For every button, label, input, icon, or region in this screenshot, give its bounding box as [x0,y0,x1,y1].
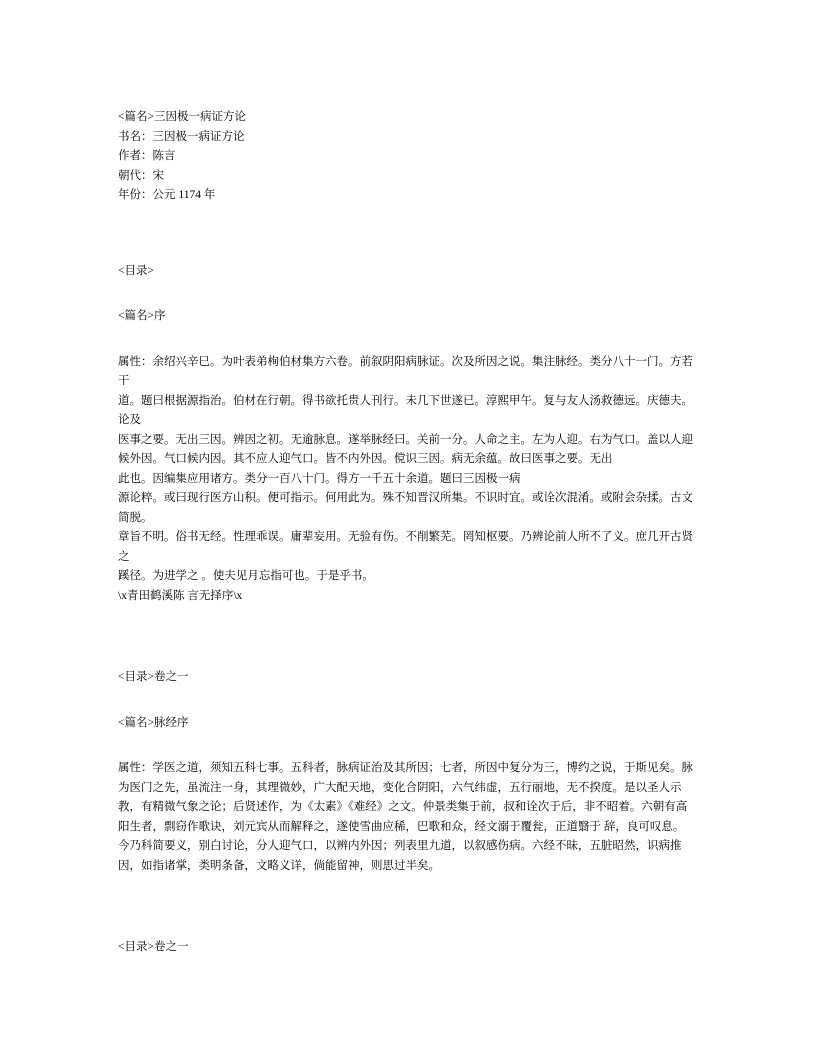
spacer [118,281,698,307]
spacer [118,876,698,938]
spacer [118,688,698,714]
document-header [118,108,698,206]
spacer [118,733,698,759]
paragraph-signature: \x青田鹤溪陈 言无择序\x [118,589,243,602]
spacer [118,327,698,353]
document-meta-author: 作者：陈言 [118,150,176,162]
section-title-tag: <篇名>序 [118,310,166,322]
document-meta-year: 年份：公元 1174 年 [118,189,216,201]
paragraph: 属性：学医之道，须知五科七事。五科者，脉病证治及其所因；七者，所因中复分为三，博约之说，于斯见矣。脉为医门之先，虽流注一身，其理微妙，广大配天地，变化合阴阳，六气纬虚，五行丽地，无不揆度。是以圣人示教，有精微气象之论；后贤述作，为《太素》《难经》之文。仲景类集于前，叔和诠次于后，非不昭着。六朝有高阳生者，剽窃作歌诀，刘元宾从而解释之，遂使雪曲应稀，巴歌和众，经文溺于覆瓮，正道翳于 辞，良可叹息。 [118,762,693,833]
spacer [118,606,698,668]
paragraph: 章旨不明。俗书无经。性理乖误。庸辈妄用。无验有伤。不削繁芜。罔知枢要。乃辨论前人所不了义。庶几开古贤之 [118,531,693,563]
section-toc-tag: <目录>卷之一 [118,941,189,953]
paragraph: 源论粹。或曰现行医方山积。便可指示。何用此为。殊不知晋汉所集。不识时宜。或诠次混淆。或附会杂揉。古文简脱。 [118,492,693,524]
document-title-tag: <篇名>三因极一病证方论 [118,111,246,123]
section-toc-tag: <目录>卷之一 [118,671,189,683]
paragraph: 医事之要。无出三因。辨因之初。无逾脉息。遂举脉经曰。关前一分。人命之主。左为人迎。右为气口。盖以人迎 [118,433,693,446]
paragraph: 道。题曰根据源指治。伯材在行朝。得书欲托贵人刊行。未几下世遂已。淳熙甲午。复与友人汤救德远。庆德夫。论及 [118,394,693,426]
paragraph: 今乃科简要义，别白讨论，分人迎气口，以辨内外因；列表里九道，以叙感伤病。六经不昧，五脏昭然，识病推因，如指诸掌，类明条备，文略义详，倘能留神，则思过半矣。 [118,840,682,872]
paragraph: 候外因。气口候内因。其不应人迎气口。皆不内外因。傥识三因。病无余蕴。故曰医事之要。无出 [118,453,613,465]
section-maijingxu [118,668,698,876]
paragraph: 蹊径。为进学之 。使夫见月忘指可也。于是乎书。 [118,570,374,582]
paragraph: 属性：余绍兴辛巳。为叶表弟栒伯材集方六卷。前叙阴阳病脉证。次及所因之说。集注脉经。类分八十一门。方若干 [118,355,693,387]
spacer [118,206,698,262]
document-meta-book: 书名：三因极一病证方论 [118,130,245,143]
section-preface [118,262,698,607]
section-volume-one-continued [118,938,698,958]
paragraph: 此也。因编集应用诸方。类分一百八十门。得方一千五十余道。题曰三因极一病 [118,472,521,485]
section-title-tag: <篇名>脉经序 [118,716,189,729]
document-meta-dynasty: 朝代：宋 [118,169,164,182]
section-toc-tag: <目录> [118,264,154,277]
